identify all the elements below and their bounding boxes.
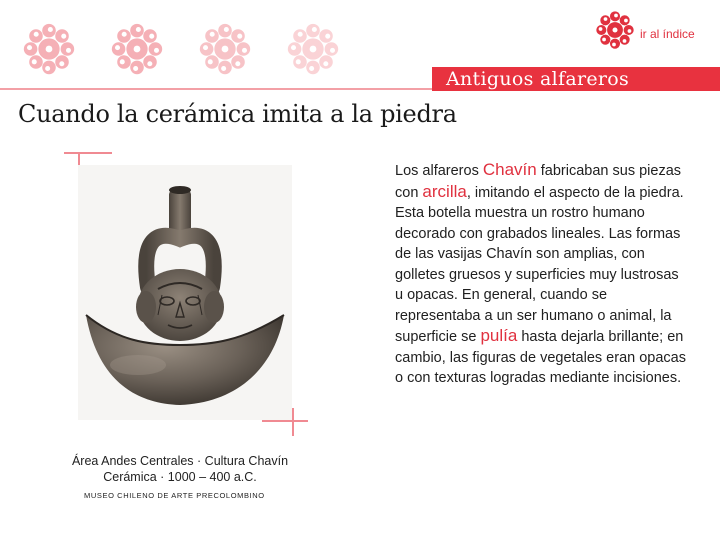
body-text-segment: Los alfareros [395, 163, 483, 179]
spiral-decor-icon [18, 18, 80, 80]
body-paragraph [395, 160, 687, 389]
body-text-segment: fabricaban sus piezas con [395, 163, 682, 201]
page-title: Cuando la cerámica imita a la piedra [18, 100, 457, 128]
spiral-decor-icon [194, 18, 256, 80]
frame-line [64, 152, 112, 154]
frame-line [292, 408, 294, 436]
figure-caption [40, 453, 320, 485]
highlight-term: Chavín [482, 160, 537, 179]
highlight-term: pulía [480, 326, 518, 345]
spiral-decor-icon [282, 18, 344, 80]
body-text-segment: , imitando el aspecto de la piedra. Esta botella muestra un rostro humano decorado con grabados lineales. Las formas de las vasijas Chavín son amplias, con golletes gruesos y superficies muy lustrosas u opacas. En general, cuando se representaba a un ser humano o animal, la superficie se [395, 184, 684, 345]
spiral-sun-icon [592, 7, 638, 58]
caption-line-1: Área Andes Centrales · Cultura Chavín [71, 454, 289, 468]
index-link[interactable] [592, 10, 695, 54]
highlight-term: arcilla [422, 181, 467, 201]
frame-line [262, 420, 308, 422]
index-link-label: ir al índice [640, 27, 695, 41]
spiral-decor-icon [106, 18, 168, 80]
museum-credit: MUSEO CHILENO DE ARTE PRECOLOMBINO [84, 491, 265, 500]
caption-line-2: Cerámica · 1000 – 400 a.C. [103, 470, 257, 484]
vessel-photo [78, 165, 292, 420]
section-title: Antiguos alfareros [446, 68, 630, 90]
body-text-segment: hasta dejarla brillante; en cambio, las figuras de vegetales eran opacas o con texturas logradas mediante incisiones. [395, 329, 686, 386]
